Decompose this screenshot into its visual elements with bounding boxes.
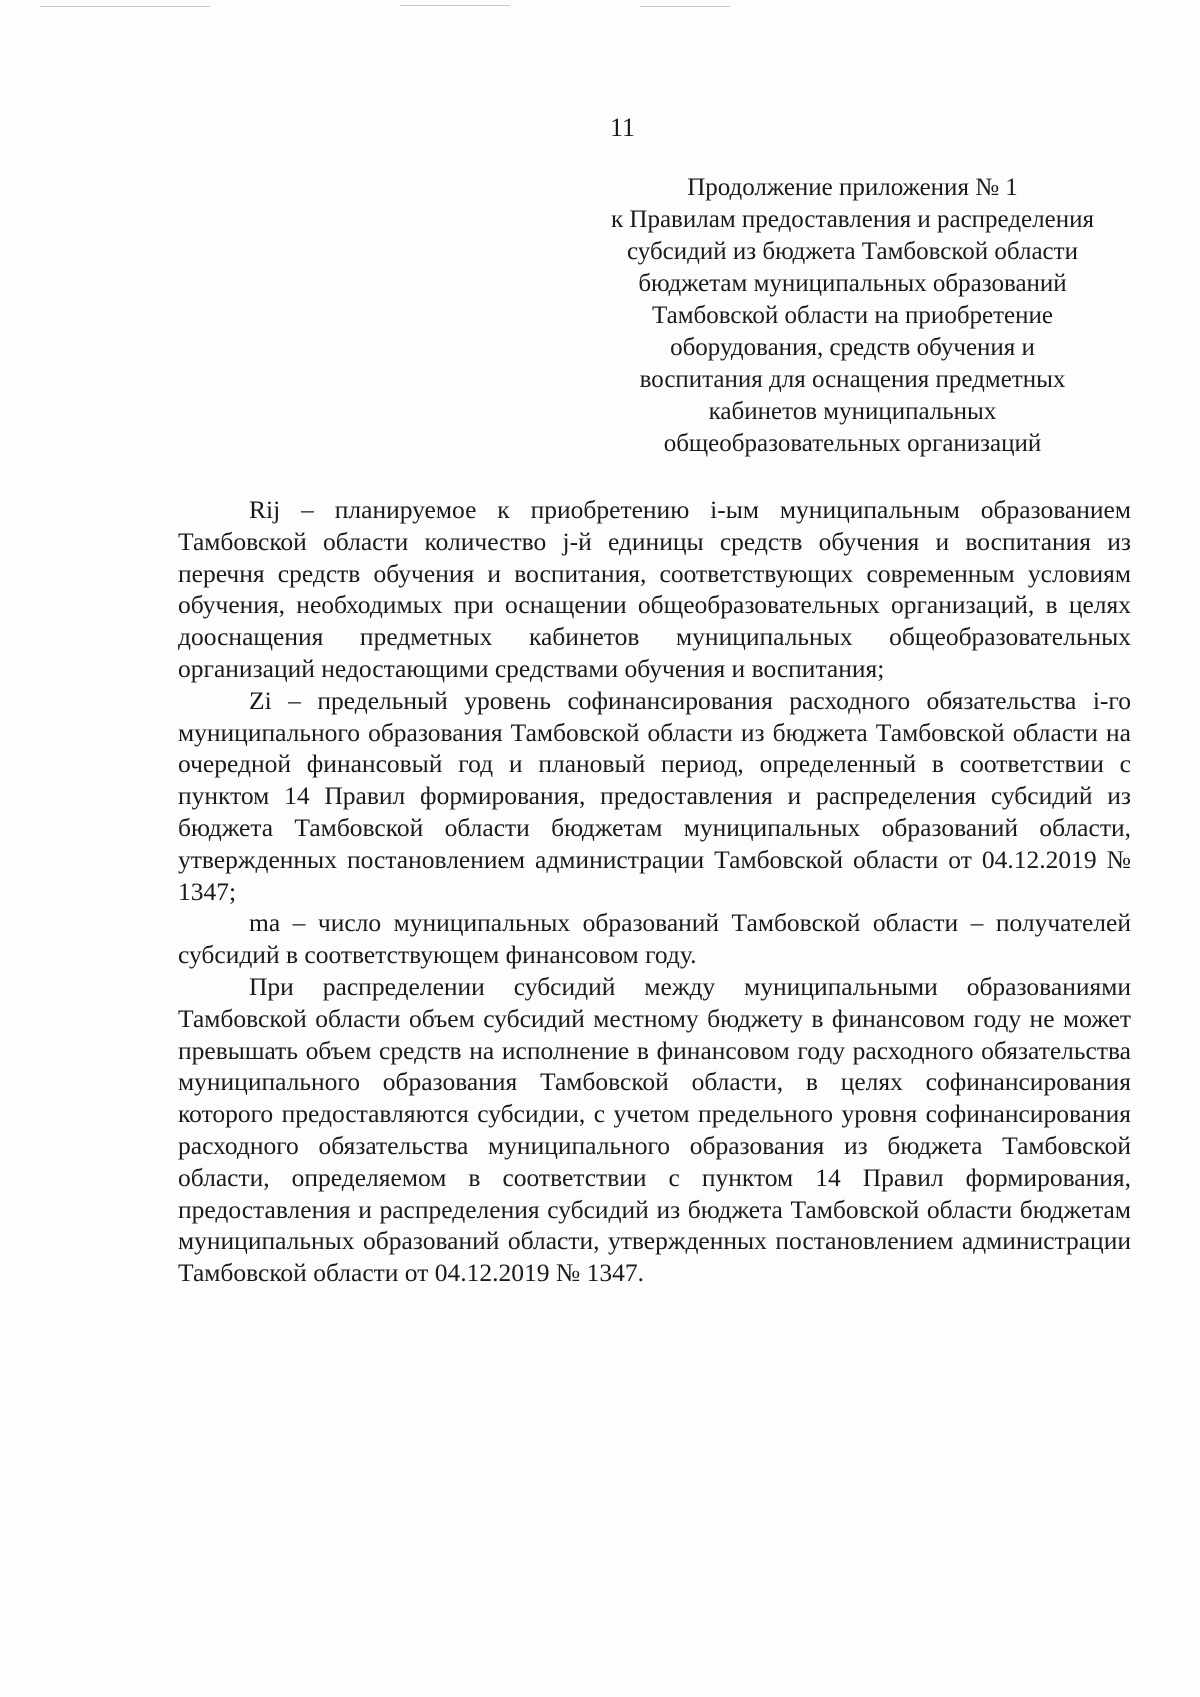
scan-artifact	[400, 5, 510, 6]
page-number: 11	[609, 113, 636, 142]
paragraph-rij-definition: Rij – планируемое к приобретению i-ым муниципальным образованием Тамбовской области количество j-й единицы средств обучения и воспитания из перечня средств обучения и воспитания, соответствующих современным условиям обучения, необходимых при оснащении общеобразовательных организаций, в целях дооснащения предметных кабинетов муниципальных общеобразовательных организаций недостающими средствами обучения и воспитания;	[178, 495, 1131, 683]
annex-heading-line: субсидий из бюджета Тамбовской области	[627, 238, 1078, 265]
annex-heading	[560, 172, 1145, 460]
annex-heading-line: кабинетов муниципальных	[708, 398, 997, 425]
scan-artifact	[640, 6, 730, 7]
annex-heading-line: воспитания для оснащения предметных	[639, 366, 1066, 393]
annex-heading-line: общеобразовательных организаций	[663, 430, 1042, 457]
paragraph-distribution-rule: При распределении субсидий между муниципальными образованиями Тамбовской области объем субсидий местному бюджету в финансовом году не может превышать объем средств на исполнение в финансовом году расходного обязательства муниципального образования Тамбовской области, в целях софинансирования которого предоставляются субсидии, с учетом предельного уровня софинансирования расходного обязательства муниципального образования из бюджета Тамбовской области, определяемом в соответствии с пунктом 14 Правил формирования, предоставления и распределения субсидий из бюджета Тамбовской области бюджетам муниципальных образований области, утвержденных постановлением администрации Тамбовской области от 04.12.2019 № 1347.	[178, 971, 1131, 1288]
annex-heading-line: Продолжение приложения № 1	[687, 174, 1018, 201]
annex-heading-line: Тамбовской области на приобретение	[651, 302, 1054, 329]
paragraph-zi-definition: Zi – предельный уровень софинансирования расходного обязательства i-го муниципального образования Тамбовской области из бюджета Тамбовской области на очередной финансовый год и плановый период, определенный в соответствии с пунктом 14 Правил формирования, предоставления и распределения субсидий из бюджета Тамбовской области бюджетам муниципальных образований области, утвержденных постановлением администрации Тамбовской области от 04.12.2019 № 1347;	[178, 685, 1131, 906]
annex-heading-line: к Правилам предоставления и распределения	[611, 206, 1094, 233]
annex-heading-line: оборудования, средств обучения и	[670, 334, 1035, 361]
annex-heading-line: бюджетам муниципальных образований	[638, 270, 1067, 297]
paragraph-ma-definition: ma – число муниципальных образований Тамбовской области – получателей субсидий в соответствующем финансовом году.	[178, 908, 1131, 970]
scan-artifact	[40, 6, 210, 7]
document-body	[178, 494, 1131, 1289]
